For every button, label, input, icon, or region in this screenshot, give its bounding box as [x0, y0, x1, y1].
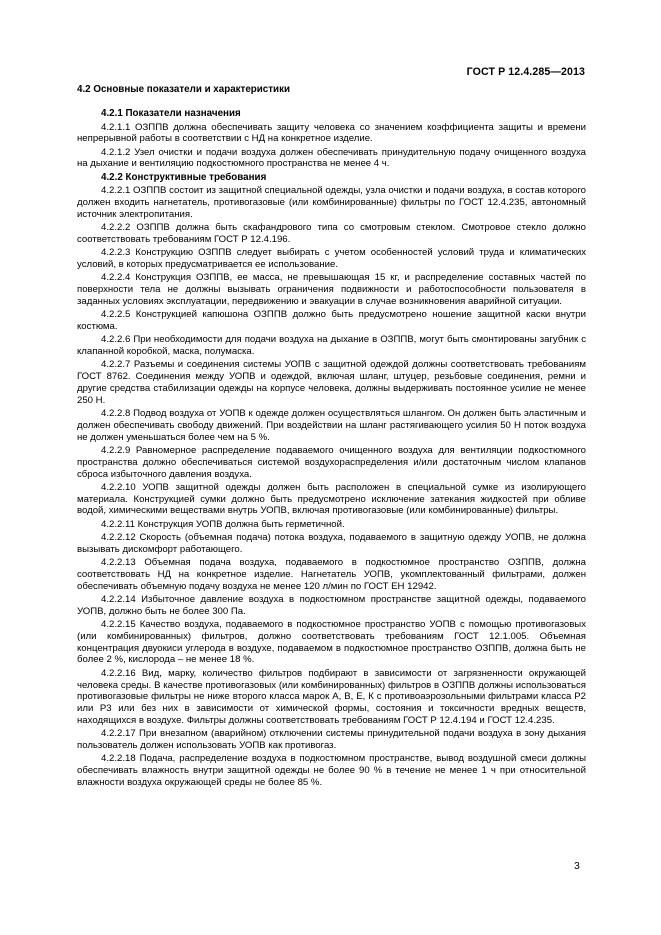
document-header-code: ГОСТ Р 12.4.285—2013 — [466, 66, 585, 78]
paragraph-group-design — [77, 185, 586, 789]
paragraph-4-2-2-5: 4.2.2.5 Конструкцией капюшона ОЗППВ должно быть предусмотрено ношение защитной каски внутри костюма. — [77, 309, 586, 332]
paragraph-4-2-2-10: 4.2.2.10 УОПВ защитной одежды должен быть расположен в специальной сумке из изолирующего материала. Конструкцией сумки должно быть предусмотрено исключение затекания жидкостей при обливе водой, химическими веществами внутрь УОПВ, включая противогазовые (или комбинированные) фильтры. — [77, 481, 586, 517]
page-number: 3 — [574, 860, 580, 872]
paragraph-4-2-2-1: 4.2.2.1 ОЗППВ состоит из защитной специальной одежды, узла очистки и подачи воздуха, в состав которого должен входить нагнетатель, противогазовые (или комбинированные) фильтры по ГОСТ 12.4.235, автономный источник электропитания. — [77, 185, 586, 220]
paragraph-4-2-2-9: 4.2.2.9 Равномерное распределение подаваемого очищенного воздуха для вентиляции подкостюмного пространства должно обеспечиваться системой воздухораспределения и/или достаточным числом клапанов сброса избыточного давления воздуха. — [77, 444, 586, 480]
page-content — [77, 84, 586, 789]
paragraph-4-2-2-13: 4.2.2.13 Объемная подача воздуха, подаваемого в подкостюмное пространство ОЗППВ, должна соответствовать НД на конкретное изделие. Нагнетатель УОПВ, укомплектованный фильтрами, должен обеспечивать объемную подачу воздуха не менее 120 л/мин по ГОСТ ЕН 12942. — [77, 557, 586, 592]
paragraph-4-2-2-18: 4.2.2.18 Подача, распределение воздуха в подкостюмном пространстве, вывод воздушной смеси должны обеспечивать влажность внутри защитной одежды не более 90 % в течение не менее 1 ч при относительной влажности воздуха окружающей среды не более 85 %. — [77, 753, 586, 788]
paragraph-4-2-2-12: 4.2.2.12 Скорость (объемная подача) потока воздуха, подаваемого в защитную одежду УОПВ, не должна вызывать дискомфорт работающего. — [77, 532, 586, 555]
paragraph-4-2-2-4: 4.2.2.4 Конструкция ОЗППВ, ее масса, не превышающая 15 кг, и распределение составных частей по поверхности тела не должны вызывать ограничения подвижности и работоспособности пользователя в заданных условиях эксплуатации, передвижению и эвакуации в случае возникновения аварийной ситуации. — [77, 272, 586, 307]
paragraph-4-2-2-14: 4.2.2.14 Избыточное давление воздуха в подкостюмном пространстве защитной одежды, подаваемого УОПВ, должно быть не более 300 Па. — [77, 593, 586, 617]
paragraph-4-2-2-2: 4.2.2.2 ОЗППВ должна быть скафандрового типа со смотровым стеклом. Смотровое стекло должно соответствовать требованиям ГОСТ Р 12.4.196. — [77, 222, 586, 245]
paragraph-4-2-2-16: 4.2.2.16 Вид, марку, количество фильтров подбирают в зависимости от загрязненности окружающей человека среды. В качестве противогазовых (или комбинированных) фильтров в ОЗППВ должны использоваться противогазовые фильтры не ниже второго класса марок А, В, Е, К с противоаэрозольными фильтрами класса Р2 или Р3 или без них в зависимости от химической формы, состояния и токсичности вредных веществ, находящихся в воздухе. Фильтры должны соответствовать требованиям ГОСТ Р 12.4.194 и ГОСТ 12.4.235. — [77, 667, 586, 726]
paragraph-4-2-1-2: 4.2.1.2 Узел очистки и подачи воздуха должен обеспечивать принудительную подачу очищенного воздуха на дыхание и вентиляцию подкостюмного пространства не менее 4 ч. — [77, 146, 586, 170]
paragraph-4-2-2-8: 4.2.2.8 Подвод воздуха от УОПВ к одежде должен осуществляться шлангом. Он должен быть эластичным и должен обеспечивать свободу движений. При воздействии на шланг растягивающего усилия 50 Н поток воздуха не должен уменьшаться более чем на 5 %. — [77, 408, 586, 443]
paragraph-4-2-1-1: 4.2.1.1 ОЗППВ должна обеспечивать защиту человека со значением коэффициента защиты и времени непрерывной работы в соответствии с НД на конкретное изделие. — [77, 121, 586, 145]
subsection-heading-design: 4.2.2 Конструктивные требования — [101, 171, 267, 183]
paragraph-4-2-2-11: 4.2.2.11 Конструкция УОПВ должна быть герметичной. — [101, 518, 345, 530]
paragraph-4-2-2-7: 4.2.2.7 Разъемы и соединения системы УОПВ с защитной одеждой должны соответствовать требованиям ГОСТ 8762. Соединения между УОПВ и одеждой, включая шланг, штуцер, резьбовые соединения, ремни и другие средства стабилизации одежды на корпусе человека, должны выдерживать постоянное усилие не менее 250 Н. — [77, 359, 586, 406]
paragraph-4-2-2-17: 4.2.2.17 При внезапном (аварийном) отключении системы принудительной подачи воздуха в зону дыхания пользователь должен использовать УОПВ как противогаз. — [77, 728, 586, 752]
paragraph-4-2-2-15: 4.2.2.15 Качество воздуха, подаваемого в подкостюмное пространство УОПВ с помощью противогазовых (или комбинированных) фильтров, должно соответствовать требованиям ГОСТ 12.1.005. Объемная концентрация двуокиси углерода в воздухе, подаваемом в подкостюмное пространство ОЗППВ, должна быть не более 2 %, кислорода – не менее 18 %. — [77, 619, 586, 666]
paragraph-group-purpose — [77, 122, 586, 171]
paragraph-4-2-2-3: 4.2.2.3 Конструкцию ОЗППВ следует выбирать с учетом особенностей условий труда и климатических условий, в которых предусматривается ее использование. — [77, 247, 586, 270]
section-heading: 4.2 Основные показатели и характеристики — [77, 84, 290, 95]
subsection-heading-purpose: 4.2.1 Показатели назначения — [101, 108, 241, 119]
paragraph-4-2-2-6: 4.2.2.6 При необходимости для подачи воздуха на дыхание в ОЗППВ, могут быть смонтированы загубник с клапанной коробкой, маска, полумаска. — [77, 334, 586, 358]
